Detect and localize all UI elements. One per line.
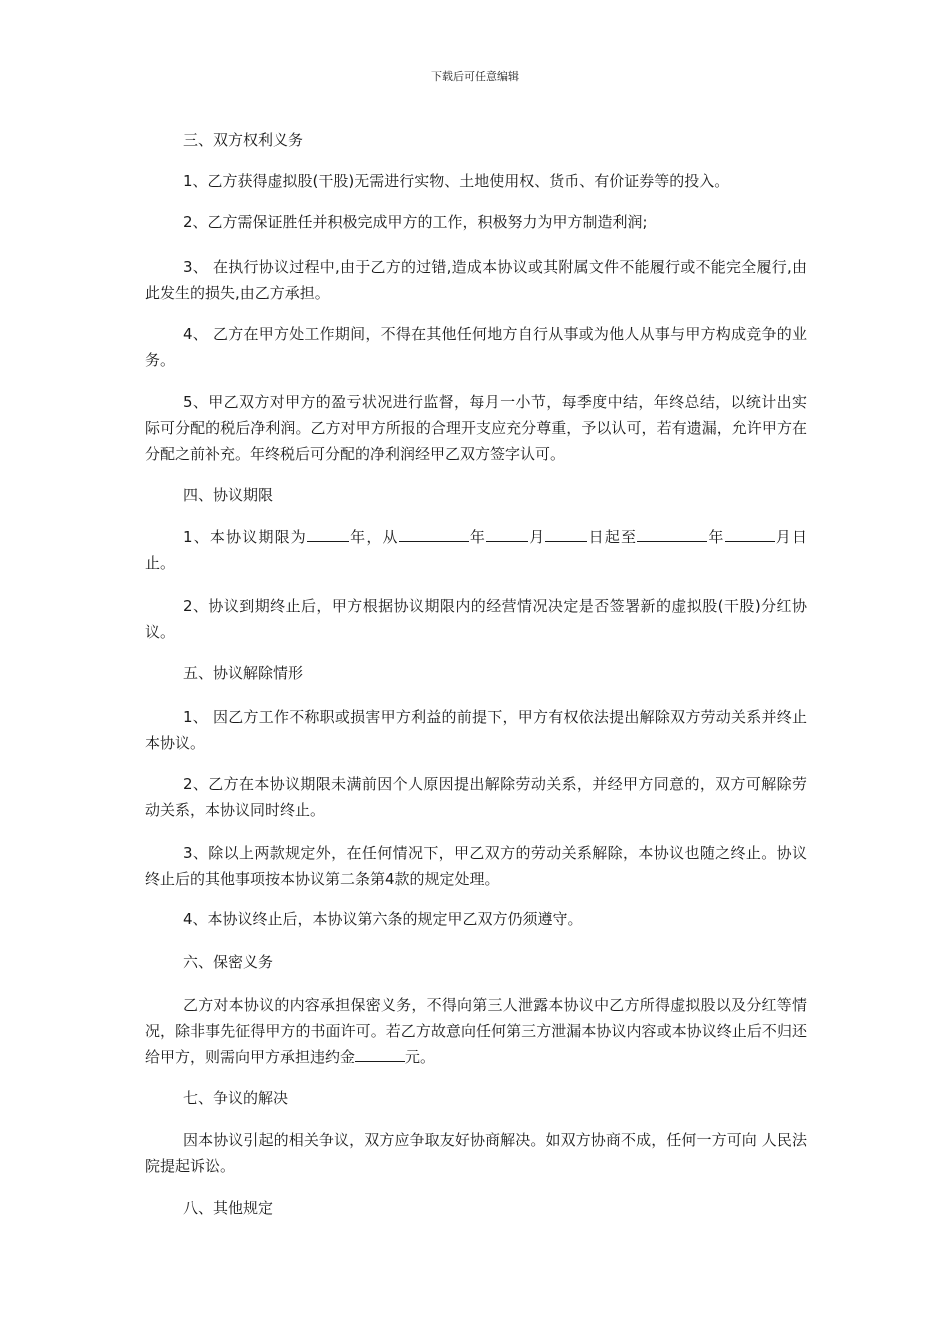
term-text-7: 月 (774, 528, 792, 546)
section-3-item-1: 1、乙方获得虚拟股(干股)无需进行实物、土地使用权、货币、有价证券等的投入。 (183, 172, 730, 190)
term-text-5: 日起至 (587, 528, 638, 546)
term-text-2: 年，从 (349, 528, 399, 546)
section-5-item-1: 1、 因乙方工作不称职或损害甲方利益的前提下，甲方有权依法提出解除双方劳动关系并终止本协议。 (145, 708, 807, 752)
section-3-item-3: 3、 在执行协议过程中,由于乙方的过错,造成本协议或其附属文件不能履行或不能完全履行,由此发生的损失,由乙方承担。 (145, 258, 807, 302)
page-header-note: 下载后可任意编辑 (431, 70, 519, 83)
term-text-3: 年 (468, 528, 487, 546)
section-7-body: 因本协议引起的相关争议，双方应争取友好协商解决。如双方协商不成，任何一方可向 人民法院提起诉讼。 (145, 1131, 807, 1175)
section-5-title: 五、协议解除情形 (183, 664, 304, 682)
section-7-title: 七、争议的解决 (183, 1089, 289, 1107)
section-3-item-4: 4、 乙方在甲方处工作期间，不得在其他任何地方自行从事或为他人从事与甲方构成竞争的业务。 (145, 325, 807, 369)
penalty-amount-blank[interactable] (355, 1046, 405, 1062)
term-text-8: 日止。 (145, 528, 807, 572)
term-text-1: 1、本协议期限为 (183, 528, 307, 546)
confidentiality-text: 乙方对本协议的内容承担保密义务，不得向第三人泄露本协议中乙方所得虚拟股以及分红等情况，除非事先征得甲方的书面许可。若乙方故意向任何第三方泄漏本协议内容或本协议终止后不归还给甲方，则需向甲方承担违约金 (145, 996, 807, 1066)
term-text-4: 月 (528, 528, 546, 546)
start-year-blank[interactable] (399, 526, 469, 542)
section-4-title: 四、协议期限 (183, 486, 274, 504)
term-years-blank[interactable] (307, 526, 349, 542)
end-year-blank[interactable] (637, 526, 707, 542)
section-5-item-3: 3、除以上两款规定外，在任何情况下，甲乙双方的劳动关系解除，本协议也随之终止。协议终止后的其他事项按本协议第二条第4款的规定处理。 (145, 844, 807, 888)
section-5-item-2: 2、乙方在本协议期限未满前因个人原因提出解除劳动关系，并经甲方同意的，双方可解除劳动关系，本协议同时终止。 (145, 775, 807, 819)
section-3-title: 三、双方权利义务 (183, 131, 304, 149)
term-text-6: 年 (707, 528, 725, 546)
section-8-title: 八、其他规定 (183, 1199, 274, 1217)
start-month-blank[interactable] (486, 526, 528, 542)
section-5-item-4: 4、本协议终止后，本协议第六条的规定甲乙双方仍须遵守。 (183, 910, 583, 928)
section-3-item-5: 5、甲乙双方对甲方的盈亏状况进行监督，每月一小节，每季度中结，年终总结，以统计出实际可分配的税后净利润。乙方对甲方所报的合理开支应充分尊重，予以认可，若有遗漏，允许甲方在分配之前补充。年终税后可分配的净利润经甲乙双方签字认可。 (145, 393, 807, 463)
section-6-title: 六、保密义务 (183, 953, 274, 971)
start-day-blank[interactable] (545, 526, 587, 542)
section-3-item-2: 2、乙方需保证胜任并积极完成甲方的工作，积极努力为甲方制造利润; (183, 213, 648, 231)
section-4-item-2: 2、协议到期终止后，甲方根据协议期限内的经营情况决定是否签署新的虚拟股(干股)分红协议。 (145, 597, 807, 641)
section-4-item-1 (145, 524, 807, 576)
end-month-blank[interactable] (725, 526, 775, 542)
section-6-body (145, 992, 807, 1070)
confidentiality-text-end: 元。 (405, 1048, 436, 1066)
